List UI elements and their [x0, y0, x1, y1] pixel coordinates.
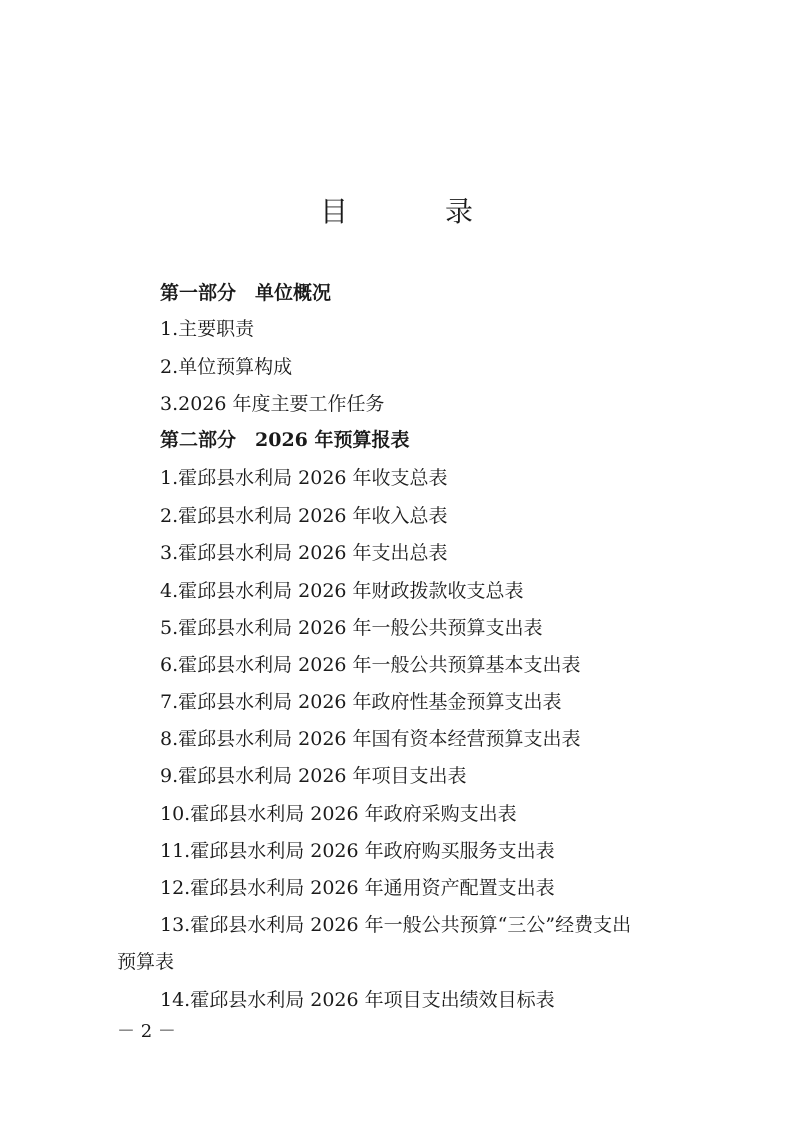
toc-item: 2.霍邱县水利局 2026 年收入总表 [160, 505, 448, 527]
toc-item: 10.霍邱县水利局 2026 年政府采购支出表 [160, 803, 517, 825]
toc-item: 8.霍邱县水利局 2026 年国有资本经营预算支出表 [160, 728, 581, 750]
page-title: 目 录 [320, 195, 517, 228]
page-number: － 2 － [117, 1021, 176, 1042]
toc-item: 7.霍邱县水利局 2026 年政府性基金预算支出表 [160, 691, 562, 713]
toc-item-continuation: 预算表 [117, 951, 175, 973]
toc-item: 2.单位预算构成 [160, 356, 293, 378]
toc-item: 11.霍邱县水利局 2026 年政府购买服务支出表 [160, 840, 555, 862]
part2-heading: 第二部分 2026 年预算报表 [160, 429, 410, 451]
toc-item: 3.霍邱县水利局 2026 年支出总表 [160, 542, 448, 564]
toc-item: 3.2026 年度主要工作任务 [160, 393, 385, 415]
toc-item: 14.霍邱县水利局 2026 年项目支出绩效目标表 [160, 989, 555, 1011]
part1-heading: 第一部分 单位概况 [160, 282, 332, 304]
toc-item: 9.霍邱县水利局 2026 年项目支出表 [160, 765, 467, 787]
toc-item: 4.霍邱县水利局 2026 年财政拨款收支总表 [160, 580, 524, 602]
toc-item: 1.霍邱县水利局 2026 年收支总表 [160, 467, 448, 489]
toc-item: 6.霍邱县水利局 2026 年一般公共预算基本支出表 [160, 654, 581, 676]
toc-item: 5.霍邱县水利局 2026 年一般公共预算支出表 [160, 617, 543, 639]
toc-item: 12.霍邱县水利局 2026 年通用资产配置支出表 [160, 877, 555, 899]
toc-item: 13.霍邱县水利局 2026 年一般公共预算“三公”经费支出 [160, 914, 632, 936]
toc-item: 1.主要职责 [160, 318, 255, 340]
